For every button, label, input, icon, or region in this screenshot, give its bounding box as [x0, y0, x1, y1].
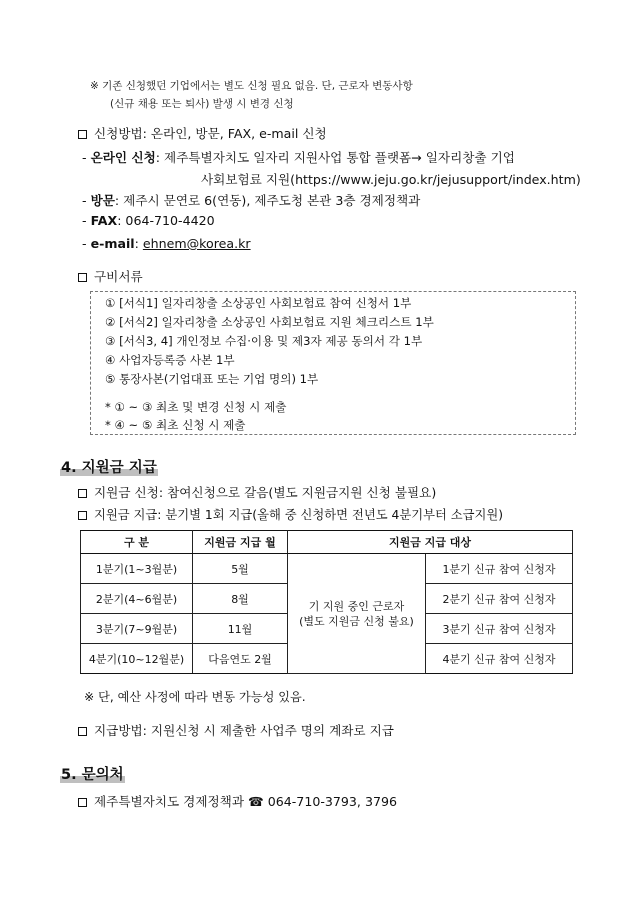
checkbox-square-icon: [78, 727, 87, 736]
notice-line-1: ※ 기존 신청했던 기업에서는 별도 신청 필요 없음. 단, 근로자 변동사항: [90, 80, 413, 92]
phone-icon: ☎: [248, 794, 264, 809]
contact-line: 제주특별자치도 경제정책과 ☎ 064-710-3793, 3796: [78, 791, 397, 810]
cell-month: 11월: [193, 614, 288, 644]
cell-month: 8월: [193, 584, 288, 614]
cell-period: 3분기(7~9월분): [81, 614, 193, 644]
notice-line-2: (신규 채용 또는 퇴사) 발생 시 변경 신청: [110, 98, 294, 110]
checkbox-square-icon: [78, 798, 87, 807]
document-item: ③ [서식3, 4] 개인정보 수집·이용 및 제3자 제공 동의서 각 1부: [105, 334, 423, 348]
checkbox-square-icon: [78, 489, 87, 498]
checkbox-square-icon: [78, 273, 87, 282]
apply-method-heading: 신청방법: 온라인, 방문, FAX, e-mail 신청: [78, 123, 327, 142]
cell-period: 1분기(1~3월분): [81, 554, 193, 584]
cell-existing-target: 기 지원 중인 근로자 (별도 지원금 신청 불요): [288, 554, 426, 674]
fax-line: - FAX: 064-710-4420: [82, 213, 215, 228]
email-line: - e-mail: ehnem@korea.kr: [82, 236, 251, 251]
email-label: e-mail: [90, 236, 135, 251]
document-item: ⑤ 통장사본(기업대표 또는 기업 명의) 1부: [105, 372, 319, 386]
table-header-month: 지원금 지급 월: [193, 531, 288, 554]
document-item: ④ 사업자등록증 사본 1부: [105, 353, 235, 367]
cell-month: 5월: [193, 554, 288, 584]
cell-target: 1분기 신규 참여 신청자: [426, 554, 573, 584]
table-header-row: [81, 531, 573, 554]
online-apply-line-2: 사회보험료 지원(https://www.jeju.go.kr/jejusupport/index.htm): [201, 172, 581, 187]
cell-target: 3분기 신규 참여 신청자: [426, 614, 573, 644]
fax-label: FAX: [90, 213, 118, 228]
document-item: ① [서식1] 일자리창출 소상공인 사회보험료 참여 신청서 1부: [105, 296, 412, 310]
online-apply-line: - 온라인 신청: 제주특별자치도 일자리 지원사업 통합 플랫폼→ 일자리창출 기업: [82, 150, 515, 165]
table-row: [81, 554, 573, 584]
section-4-title: 4. 지원금 지급: [61, 460, 157, 476]
documents-box: [90, 291, 576, 435]
cell-period: 2분기(4~6월분): [81, 584, 193, 614]
section-4-bullet-3: 지급방법: 지원신청 시 제출한 사업주 명의 계좌로 지급: [78, 720, 394, 739]
checkbox-square-icon: [78, 130, 87, 139]
cell-period: 4분기(10~12월분): [81, 644, 193, 674]
payment-schedule-table: [80, 530, 573, 674]
online-label: 온라인 신청: [90, 150, 156, 165]
section-4-bullet-2: 지원금 지급: 분기별 1회 지급(올해 중 신청하면 전년도 4분기부터 소급지원): [78, 505, 503, 523]
cell-target: 4분기 신규 참여 신청자: [426, 644, 573, 674]
documents-heading: 구비서류: [78, 266, 143, 285]
checkbox-square-icon: [78, 511, 87, 520]
cell-target: 2분기 신규 참여 신청자: [426, 584, 573, 614]
visit-label: 방문: [90, 193, 115, 208]
section-4-bullet-1: 지원금 신청: 참여신청으로 갈음(별도 지원금지원 신청 불필요): [78, 482, 436, 501]
cell-month: 다음연도 2월: [193, 644, 288, 674]
document-item: ② [서식2] 일자리창출 소상공인 사회보험료 지원 체크리스트 1부: [105, 315, 434, 329]
section-5-title: 5. 문의처: [61, 767, 124, 783]
visit-line: - 방문: 제주시 문연로 6(연동), 제주도청 본관 3층 경제정책과: [82, 193, 421, 208]
email-link[interactable]: ehnem@korea.kr: [142, 236, 251, 251]
document-note: * ① ~ ③ 최초 및 변경 신청 시 제출: [105, 400, 287, 414]
table-header-target: 지원금 지급 대상: [288, 531, 573, 554]
budget-note: ※ 단, 예산 사정에 따라 변동 가능성 있음.: [84, 690, 306, 704]
table-header-period: 구 분: [81, 531, 193, 554]
contact-phone: 064-710-3793, 3796: [267, 794, 397, 809]
document-note: * ④ ~ ⑤ 최초 신청 시 제출: [105, 418, 246, 432]
